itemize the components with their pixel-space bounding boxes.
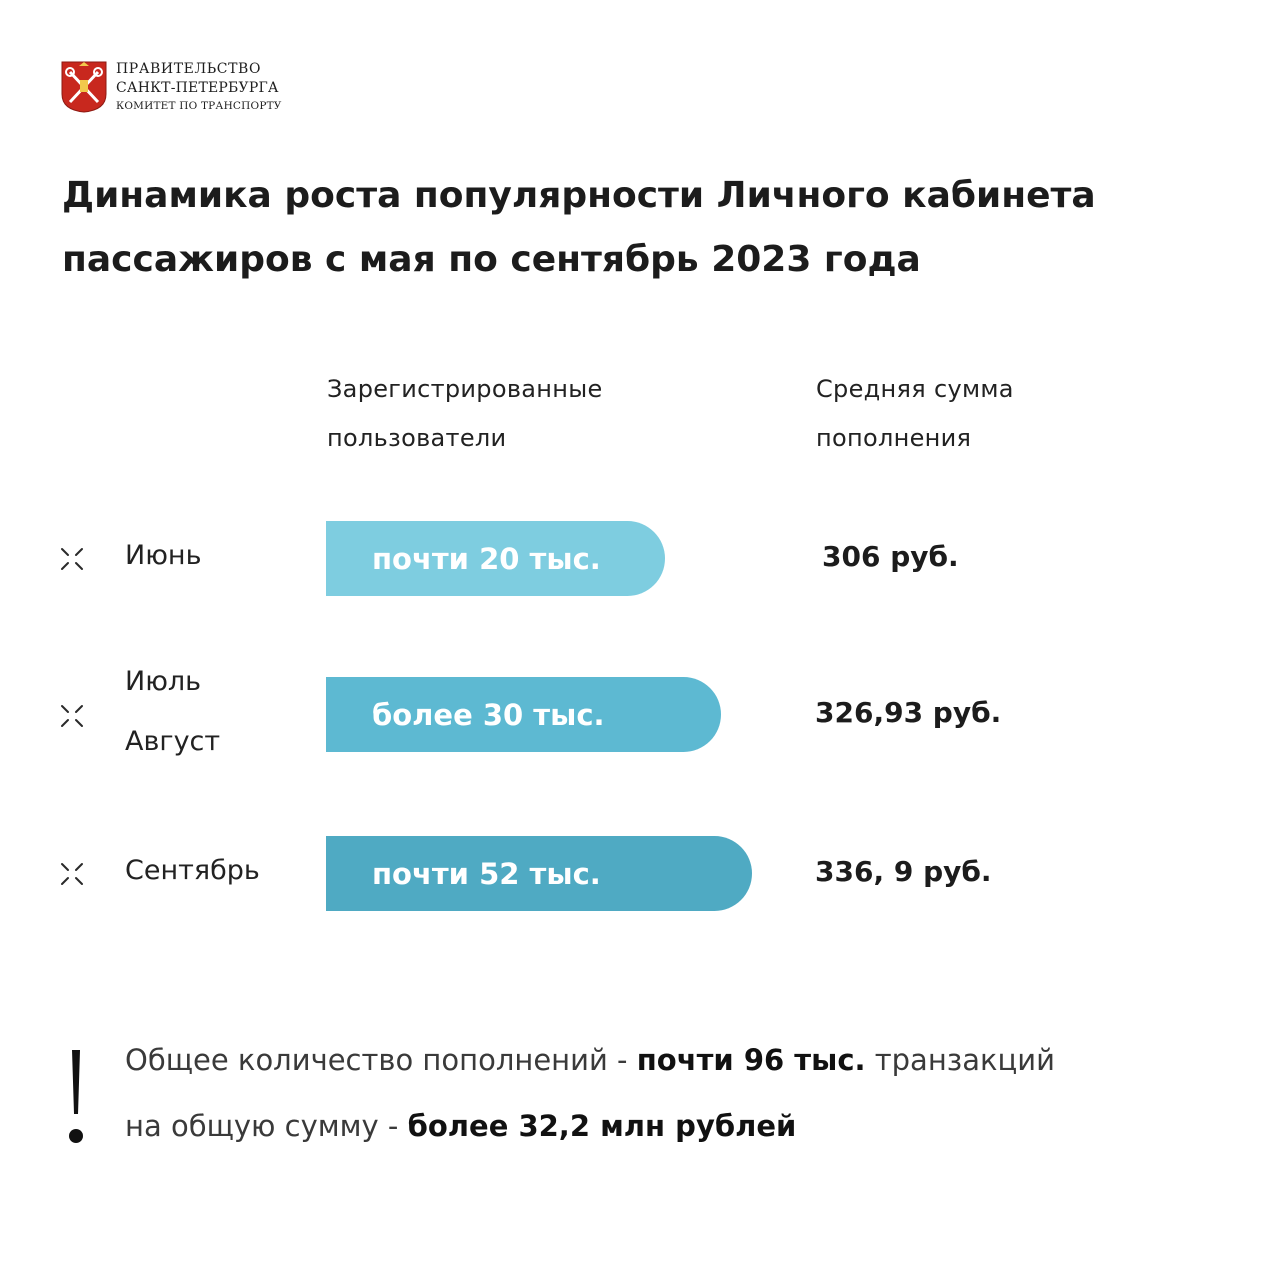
footnote-line1-tail: транзакций	[865, 1043, 1055, 1077]
footnote-line2-text: на общую сумму -	[125, 1109, 408, 1143]
footnote-line2	[125, 1109, 796, 1143]
org-subtitle: КОМИТЕТ ПО ТРАНСПОРТУ	[116, 100, 282, 112]
bar-label-july-august: более 30 тыс.	[372, 697, 605, 732]
page-title-line2: пассажиров с мая по сентябрь 2023 года	[62, 239, 921, 280]
org-name-line1: ПРАВИТЕЛЬСТВО	[116, 61, 262, 77]
footnote-line1-text: Общее количество пополнений -	[125, 1043, 637, 1077]
column-header-registered-line1: Зарегистрированные	[327, 375, 603, 403]
bar-label-june: почти 20 тыс.	[372, 541, 601, 576]
avg-topup-june: 306 руб.	[822, 540, 959, 573]
bar-july-august	[326, 677, 721, 752]
org-name-line2: САНКТ-ПЕТЕРБУРГА	[116, 80, 279, 96]
sparkle-cross-icon	[59, 703, 85, 729]
avg-topup-september: 336, 9 руб.	[815, 855, 992, 888]
column-header-avg-topup-line1: Средняя сумма	[816, 375, 1014, 403]
bar-september	[326, 836, 752, 911]
footnote-total-transactions: почти 96 тыс.	[636, 1043, 866, 1077]
month-label-september: Сентябрь	[125, 855, 260, 886]
bar-label-september: почти 52 тыс.	[372, 856, 601, 891]
column-header-avg-topup-line2: пополнения	[816, 424, 972, 452]
exclamation-icon	[66, 1048, 86, 1148]
page-title-line1: Динамика роста популярности Личного кабинета	[62, 175, 1096, 216]
bar-june	[326, 521, 665, 596]
month-label-august: Август	[125, 726, 221, 757]
sparkle-cross-icon	[59, 861, 85, 887]
month-label-july: Июль	[125, 666, 202, 697]
sparkle-cross-icon	[59, 546, 85, 572]
coat-of-arms-icon	[60, 60, 108, 114]
month-label-june: Июнь	[125, 540, 202, 571]
avg-topup-july-august: 326,93 руб.	[815, 696, 1002, 729]
column-header-registered-line2: пользователи	[327, 424, 507, 452]
footnote-line1	[125, 1043, 1055, 1077]
footnote-total-sum: более 32,2 млн рублей	[407, 1109, 797, 1143]
